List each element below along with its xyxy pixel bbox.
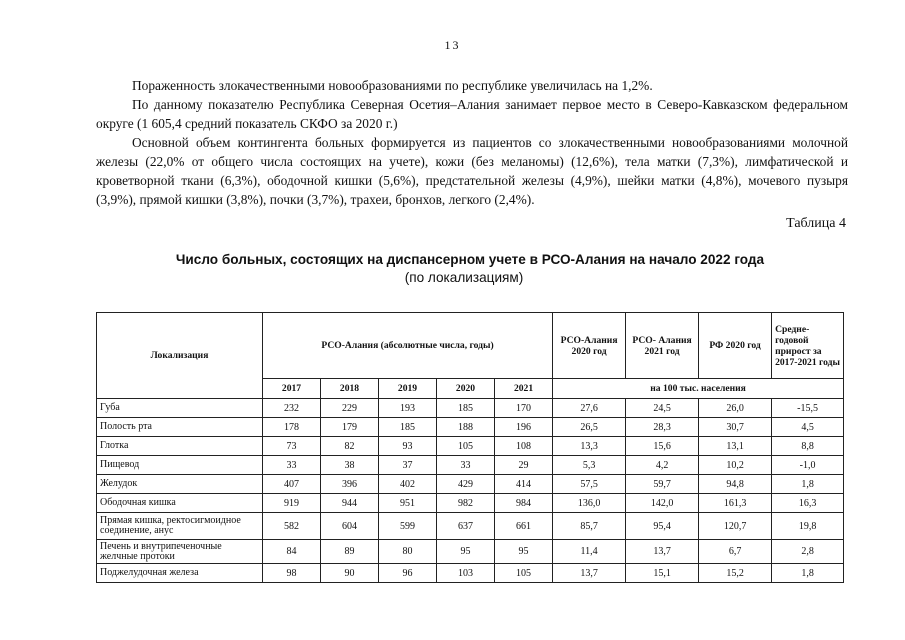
row-value: 19,8 (772, 513, 844, 540)
row-value: 429 (437, 475, 495, 494)
row-localization: Печень и внутрипеченочные желчные протоки (97, 540, 263, 564)
row-value: 96 (379, 564, 437, 583)
row-value: -15,5 (772, 399, 844, 418)
row-value: 105 (495, 564, 553, 583)
row-value: 582 (263, 513, 321, 540)
row-value: 4,5 (772, 418, 844, 437)
row-value: 15,1 (626, 564, 699, 583)
header-rf-2020: РФ 2020 год (699, 313, 772, 379)
header-year: 2018 (321, 379, 379, 399)
row-value: 26,5 (553, 418, 626, 437)
row-value: 95,4 (626, 513, 699, 540)
header-per-100k: на 100 тыс. населения (553, 379, 844, 399)
table-row (97, 475, 844, 494)
row-value: 15,6 (626, 437, 699, 456)
table-row (97, 494, 844, 513)
header-localization: Локализация (97, 313, 263, 399)
row-value: 407 (263, 475, 321, 494)
row-localization: Желудок (97, 475, 263, 494)
row-value: 10,2 (699, 456, 772, 475)
row-value: 82 (321, 437, 379, 456)
row-value: 951 (379, 494, 437, 513)
row-value: 89 (321, 540, 379, 564)
row-value: 26,0 (699, 399, 772, 418)
row-value: 142,0 (626, 494, 699, 513)
header-year: 2017 (263, 379, 321, 399)
row-value: 105 (437, 437, 495, 456)
table-label: Таблица 4 (786, 216, 846, 231)
table-title-sub: (по локализациям) (404, 270, 524, 285)
row-value: 93 (379, 437, 437, 456)
row-value: 30,7 (699, 418, 772, 437)
row-value: 4,2 (626, 456, 699, 475)
row-value: 33 (263, 456, 321, 475)
row-localization: Поджелудочная железа (97, 564, 263, 583)
row-value: 13,1 (699, 437, 772, 456)
row-value: -1,0 (772, 456, 844, 475)
row-value: 80 (379, 540, 437, 564)
row-value: 13,3 (553, 437, 626, 456)
row-value: 24,5 (626, 399, 699, 418)
row-localization: Глотка (97, 437, 263, 456)
row-value: 95 (437, 540, 495, 564)
row-value: 193 (379, 399, 437, 418)
page-number: 13 (444, 38, 461, 52)
row-value: 120,7 (699, 513, 772, 540)
table-row (97, 456, 844, 475)
row-value: 232 (263, 399, 321, 418)
row-value: 5,3 (553, 456, 626, 475)
row-value: 919 (263, 494, 321, 513)
row-value: 178 (263, 418, 321, 437)
table-row (97, 564, 844, 583)
table-row (97, 513, 844, 540)
table-row (97, 399, 844, 418)
paragraph-2: По данному показателю Республика Северная Осетия–Алания занимает первое место в Северо-Кавказском федеральном округе (1 605,4 средний показатель СКФО за 2020 г.) (96, 97, 848, 131)
row-value: 396 (321, 475, 379, 494)
table-title-main: Число больных, состоящих на диспансерном учете в РСО-Алания на начало 2022 года (175, 252, 765, 267)
row-value: 599 (379, 513, 437, 540)
row-value: 188 (437, 418, 495, 437)
row-value: 185 (437, 399, 495, 418)
row-value: 33 (437, 456, 495, 475)
row-value: 1,8 (772, 475, 844, 494)
row-value: 136,0 (553, 494, 626, 513)
row-value: 84 (263, 540, 321, 564)
row-value: 6,7 (699, 540, 772, 564)
row-value: 57,5 (553, 475, 626, 494)
row-value: 11,4 (553, 540, 626, 564)
row-value: 414 (495, 475, 553, 494)
header-rso-2020: РСО-Алания 2020 год (553, 313, 626, 379)
row-localization: Пищевод (97, 456, 263, 475)
body-text (96, 76, 848, 209)
row-value: 161,3 (699, 494, 772, 513)
paragraph-1: Пораженность злокачественными новообразованиями по республике увеличилась на 1,2%. (132, 78, 653, 93)
row-value: 73 (263, 437, 321, 456)
row-value: 984 (495, 494, 553, 513)
table-row (97, 540, 844, 564)
row-value: 59,7 (626, 475, 699, 494)
paragraph-3: Основной объем контингента больных формируется из пациентов со злокачественными новообразованиями молочной железы (22,0% от общего числа состоящих на учете), кожи (без меланомы) (12,6%), тела матки (7,3%), лимфатической и кроветворной ткани (6,3%), ободочной кишки (5,6%), предстательной железы (4,9%), шейки матки (4,8%), мочевого пузыря (3,9%), прямой кишки (3,8%), почки (3,7%), трахеи, бронхов, легкого (2,4%). (96, 135, 848, 207)
row-value: 108 (495, 437, 553, 456)
row-value: 185 (379, 418, 437, 437)
row-value: 28,3 (626, 418, 699, 437)
row-value: 98 (263, 564, 321, 583)
row-value: 229 (321, 399, 379, 418)
row-value: 1,8 (772, 564, 844, 583)
row-value: 94,8 (699, 475, 772, 494)
row-value: 8,8 (772, 437, 844, 456)
row-value: 196 (495, 418, 553, 437)
row-value: 661 (495, 513, 553, 540)
row-value: 604 (321, 513, 379, 540)
row-localization: Ободочная кишка (97, 494, 263, 513)
table-row (97, 437, 844, 456)
row-value: 944 (321, 494, 379, 513)
row-value: 637 (437, 513, 495, 540)
row-value: 27,6 (553, 399, 626, 418)
header-year: 2019 (379, 379, 437, 399)
row-localization: Губа (97, 399, 263, 418)
header-year: 2020 (437, 379, 495, 399)
header-rso-2021: РСО- Алания 2021 год (626, 313, 699, 379)
header-year: 2021 (495, 379, 553, 399)
header-rso-absolute: РСО-Алания (абсолютные числа, годы) (263, 313, 553, 379)
row-value: 2,8 (772, 540, 844, 564)
row-value: 95 (495, 540, 553, 564)
row-value: 38 (321, 456, 379, 475)
row-value: 16,3 (772, 494, 844, 513)
row-value: 13,7 (553, 564, 626, 583)
row-value: 85,7 (553, 513, 626, 540)
row-value: 37 (379, 456, 437, 475)
row-value: 402 (379, 475, 437, 494)
localization-table (96, 312, 844, 583)
table-row (97, 418, 844, 437)
header-growth: Средне-годовой прирост за 2017-2021 годы (772, 313, 844, 379)
row-value: 15,2 (699, 564, 772, 583)
row-value: 29 (495, 456, 553, 475)
row-value: 90 (321, 564, 379, 583)
table-title (120, 251, 820, 287)
row-value: 103 (437, 564, 495, 583)
row-localization: Прямая кишка, ректосигмоидное соединение, анус (97, 513, 263, 540)
row-value: 179 (321, 418, 379, 437)
row-value: 13,7 (626, 540, 699, 564)
row-localization: Полость рта (97, 418, 263, 437)
row-value: 170 (495, 399, 553, 418)
row-value: 982 (437, 494, 495, 513)
table-body (97, 399, 844, 583)
